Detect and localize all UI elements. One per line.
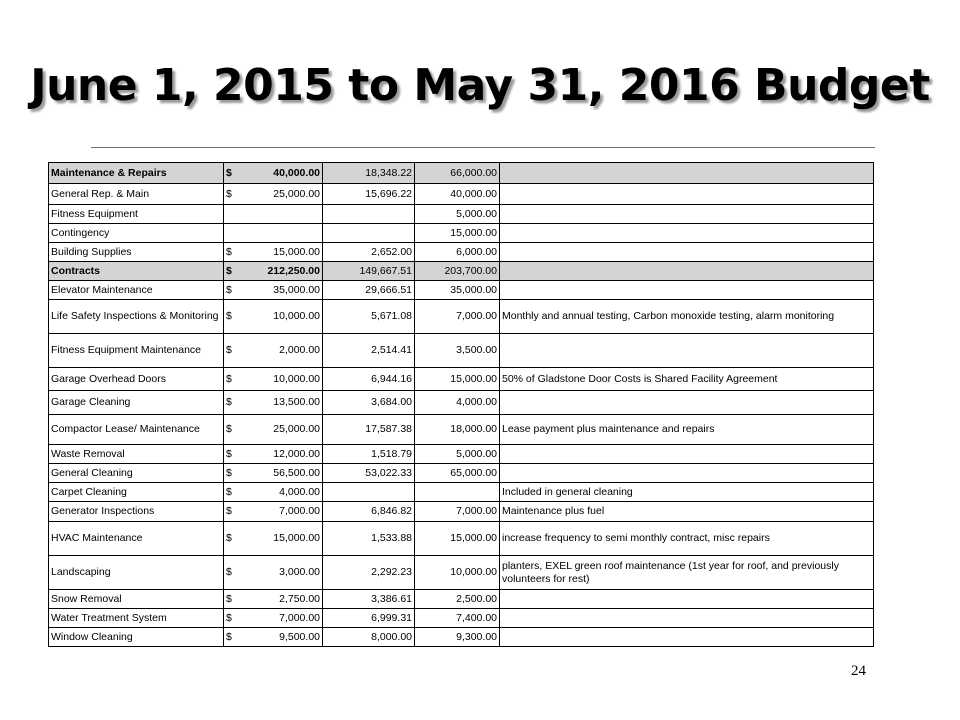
- actual-amount: 149,667.51: [323, 262, 415, 281]
- table-row: [49, 502, 874, 522]
- table-row: [49, 464, 874, 483]
- budget-amount-cell: [224, 415, 323, 445]
- slide-title: June 1, 2015 to May 31, 2016 Budget: [30, 60, 930, 111]
- budget-amount-cell: [224, 205, 323, 224]
- actual-amount: 1,518.79: [323, 445, 415, 464]
- currency-symbol: $: [226, 344, 232, 356]
- line-item-label: Window Cleaning: [49, 628, 224, 647]
- actual-amount: [323, 205, 415, 224]
- notes-cell: Lease payment plus maintenance and repairs: [500, 415, 874, 445]
- budget-amount-cell: [224, 163, 323, 184]
- line-item-label: Compactor Lease/ Maintenance: [49, 415, 224, 445]
- currency-symbol: $: [226, 505, 232, 517]
- notes-cell: Monthly and annual testing, Carbon monoxide testing, alarm monitoring: [500, 300, 874, 334]
- budget-amount: 40,000.00: [273, 166, 320, 179]
- notes-cell: 50% of Gladstone Door Costs is Shared Facility Agreement: [500, 368, 874, 391]
- budget-amount-cell: [224, 522, 323, 556]
- proposed-amount: 65,000.00: [415, 464, 500, 483]
- actual-amount: [323, 224, 415, 243]
- proposed-amount: 5,000.00: [415, 445, 500, 464]
- budget-amount-cell: [224, 556, 323, 590]
- proposed-amount: 7,000.00: [415, 300, 500, 334]
- notes-cell: [500, 205, 874, 224]
- actual-amount: 18,348.22: [323, 163, 415, 184]
- line-item-label: Elevator Maintenance: [49, 281, 224, 300]
- section-row: [49, 163, 874, 184]
- budget-amount: 7,000.00: [279, 505, 320, 517]
- line-item-label: Fitness Equipment Maintenance: [49, 334, 224, 368]
- currency-symbol: $: [226, 611, 232, 624]
- budget-amount: 2,750.00: [279, 592, 320, 605]
- notes-cell: [500, 334, 874, 368]
- budget-amount-cell: [224, 590, 323, 609]
- table-row: [49, 391, 874, 415]
- notes-cell: [500, 464, 874, 483]
- notes-cell: [500, 590, 874, 609]
- budget-amount-cell: [224, 609, 323, 628]
- notes-cell: Maintenance plus fuel: [500, 502, 874, 522]
- budget-amount-cell: [224, 391, 323, 415]
- budget-amount: 15,000.00: [273, 532, 320, 544]
- table-row: [49, 243, 874, 262]
- budget-amount: 10,000.00: [273, 310, 320, 322]
- actual-amount: [323, 483, 415, 502]
- budget-amount: 15,000.00: [273, 245, 320, 258]
- budget-amount-cell: [224, 483, 323, 502]
- line-item-label: Garage Overhead Doors: [49, 368, 224, 391]
- actual-amount: 2,514.41: [323, 334, 415, 368]
- proposed-amount: [415, 483, 500, 502]
- budget-amount-cell: [224, 224, 323, 243]
- line-item-label: Landscaping: [49, 556, 224, 590]
- notes-cell: [500, 163, 874, 184]
- notes-cell: planters, EXEL green roof maintenance (1st year for roof, and previously volunteers for rest): [500, 556, 874, 590]
- notes-cell: Included in general cleaning: [500, 483, 874, 502]
- proposed-amount: 66,000.00: [415, 163, 500, 184]
- budget-amount: 3,000.00: [279, 566, 320, 578]
- proposed-amount: 3,500.00: [415, 334, 500, 368]
- budget-amount: 10,000.00: [273, 372, 320, 385]
- table-row: [49, 590, 874, 609]
- budget-amount-cell: [224, 184, 323, 205]
- budget-amount-cell: [224, 445, 323, 464]
- budget-amount-cell: [224, 243, 323, 262]
- table-row: [49, 205, 874, 224]
- table-row: [49, 368, 874, 391]
- proposed-amount: 7,400.00: [415, 609, 500, 628]
- notes-cell: [500, 628, 874, 647]
- budget-amount: 12,000.00: [273, 447, 320, 460]
- budget-amount: 25,000.00: [273, 187, 320, 200]
- table-row: [49, 224, 874, 243]
- budget-table: [48, 162, 874, 647]
- currency-symbol: $: [226, 532, 232, 544]
- actual-amount: 6,846.82: [323, 502, 415, 522]
- budget-table-body: [49, 163, 874, 647]
- proposed-amount: 203,700.00: [415, 262, 500, 281]
- table-row: [49, 415, 874, 445]
- currency-symbol: $: [226, 245, 232, 258]
- table-row: [49, 522, 874, 556]
- currency-symbol: $: [226, 396, 232, 408]
- proposed-amount: 15,000.00: [415, 522, 500, 556]
- budget-amount-cell: [224, 334, 323, 368]
- line-item-label: HVAC Maintenance: [49, 522, 224, 556]
- currency-symbol: $: [226, 264, 232, 277]
- actual-amount: 29,666.51: [323, 281, 415, 300]
- actual-amount: 2,292.23: [323, 556, 415, 590]
- actual-amount: 2,652.00: [323, 243, 415, 262]
- currency-symbol: $: [226, 283, 232, 296]
- table-row: [49, 281, 874, 300]
- table-row: [49, 628, 874, 647]
- currency-symbol: $: [226, 485, 232, 498]
- line-item-label: Carpet Cleaning: [49, 483, 224, 502]
- budget-amount-cell: [224, 368, 323, 391]
- line-item-label: Fitness Equipment: [49, 205, 224, 224]
- currency-symbol: $: [226, 592, 232, 605]
- budget-amount-cell: [224, 502, 323, 522]
- proposed-amount: 15,000.00: [415, 368, 500, 391]
- proposed-amount: 7,000.00: [415, 502, 500, 522]
- table-row: [49, 483, 874, 502]
- budget-amount-cell: [224, 628, 323, 647]
- budget-amount: 35,000.00: [273, 283, 320, 296]
- notes-cell: [500, 445, 874, 464]
- actual-amount: 5,671.08: [323, 300, 415, 334]
- table-row: [49, 556, 874, 590]
- table-row: [49, 300, 874, 334]
- notes-cell: [500, 262, 874, 281]
- actual-amount: 15,696.22: [323, 184, 415, 205]
- proposed-amount: 15,000.00: [415, 224, 500, 243]
- actual-amount: 8,000.00: [323, 628, 415, 647]
- table-row: [49, 445, 874, 464]
- line-item-label: Generator Inspections: [49, 502, 224, 522]
- budget-amount: 9,500.00: [279, 630, 320, 643]
- currency-symbol: $: [226, 423, 232, 435]
- line-item-label: Maintenance & Repairs: [49, 163, 224, 184]
- line-item-label: Water Treatment System: [49, 609, 224, 628]
- budget-amount: 25,000.00: [273, 423, 320, 435]
- notes-cell: [500, 609, 874, 628]
- line-item-label: Waste Removal: [49, 445, 224, 464]
- budget-amount-cell: [224, 281, 323, 300]
- line-item-label: Contingency: [49, 224, 224, 243]
- budget-amount: 4,000.00: [279, 485, 320, 498]
- notes-cell: [500, 184, 874, 205]
- notes-cell: [500, 243, 874, 262]
- actual-amount: 3,684.00: [323, 391, 415, 415]
- currency-symbol: $: [226, 187, 232, 200]
- budget-amount: 2,000.00: [279, 344, 320, 356]
- notes-cell: increase frequency to semi monthly contract, misc repairs: [500, 522, 874, 556]
- currency-symbol: $: [226, 372, 232, 385]
- currency-symbol: $: [226, 310, 232, 322]
- line-item-label: Building Supplies: [49, 243, 224, 262]
- budget-amount-cell: [224, 464, 323, 483]
- section-row: [49, 262, 874, 281]
- actual-amount: 17,587.38: [323, 415, 415, 445]
- proposed-amount: 4,000.00: [415, 391, 500, 415]
- table-row: [49, 609, 874, 628]
- budget-amount: 7,000.00: [279, 611, 320, 624]
- proposed-amount: 18,000.00: [415, 415, 500, 445]
- line-item-label: General Cleaning: [49, 464, 224, 483]
- table-row: [49, 334, 874, 368]
- currency-symbol: $: [226, 466, 232, 479]
- proposed-amount: 35,000.00: [415, 281, 500, 300]
- actual-amount: 6,944.16: [323, 368, 415, 391]
- budget-amount: 13,500.00: [273, 396, 320, 408]
- budget-amount-cell: [224, 262, 323, 281]
- line-item-label: Contracts: [49, 262, 224, 281]
- actual-amount: 1,533.88: [323, 522, 415, 556]
- proposed-amount: 6,000.00: [415, 243, 500, 262]
- line-item-label: Life Safety Inspections & Monitoring: [49, 300, 224, 334]
- line-item-label: Snow Removal: [49, 590, 224, 609]
- budget-amount: 56,500.00: [273, 466, 320, 479]
- budget-amount: 212,250.00: [267, 264, 320, 277]
- currency-symbol: $: [226, 566, 232, 578]
- actual-amount: 6,999.31: [323, 609, 415, 628]
- currency-symbol: $: [226, 447, 232, 460]
- line-item-label: General Rep. & Main: [49, 184, 224, 205]
- proposed-amount: 2,500.00: [415, 590, 500, 609]
- table-row: [49, 184, 874, 205]
- currency-symbol: $: [226, 166, 232, 179]
- notes-cell: [500, 391, 874, 415]
- proposed-amount: 5,000.00: [415, 205, 500, 224]
- budget-amount-cell: [224, 300, 323, 334]
- title-divider: [91, 147, 875, 148]
- page-number: 24: [851, 663, 866, 679]
- notes-cell: [500, 281, 874, 300]
- proposed-amount: 10,000.00: [415, 556, 500, 590]
- proposed-amount: 9,300.00: [415, 628, 500, 647]
- line-item-label: Garage Cleaning: [49, 391, 224, 415]
- actual-amount: 3,386.61: [323, 590, 415, 609]
- proposed-amount: 40,000.00: [415, 184, 500, 205]
- actual-amount: 53,022.33: [323, 464, 415, 483]
- currency-symbol: $: [226, 630, 232, 643]
- notes-cell: [500, 224, 874, 243]
